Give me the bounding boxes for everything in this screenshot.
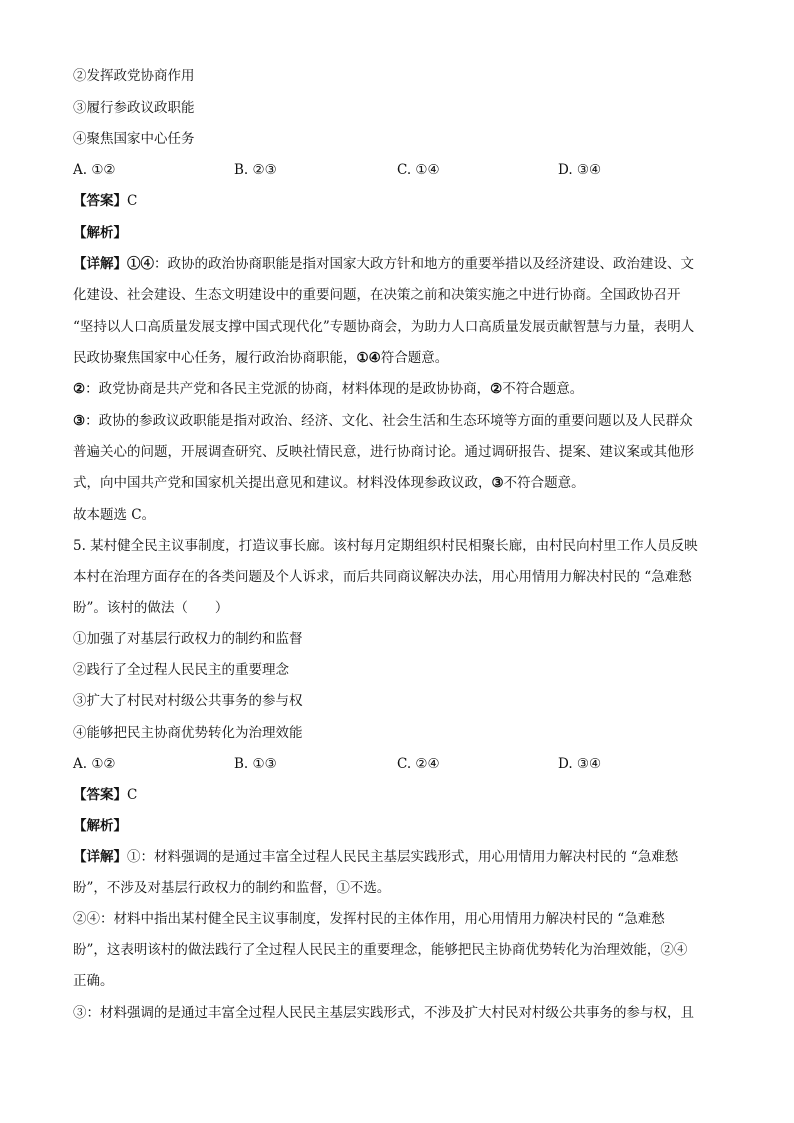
q4-answer <box>73 192 723 210</box>
q5-stem-line-1: 5. 某村健全民主议事制度，打造议事长廊。该村每月定期组织村民相聚长廊，由村民向村里工作人员反映 <box>73 538 698 554</box>
q4-detail-line-4 <box>73 349 723 367</box>
q5-detail-line-4: 盼”，这表明该村的做法践行了全过程人民民主的重要理念，能够把民主协商优势转化为治理效能，②④ <box>73 942 688 958</box>
q5-stem-line-3: 盼”。该村的做法（ ） <box>73 600 229 616</box>
point-mark: ③ <box>491 475 504 491</box>
q5-option-4: ④能够把民主协商优势转化为治理效能 <box>73 725 303 741</box>
answer-label: 【答案】 <box>73 193 127 209</box>
detail-label: 【详解】 <box>73 849 127 865</box>
point-text: ：政党协商是共产党和各民主党派的协商，材料体现的是政协协商， <box>85 381 491 397</box>
answer-value: C <box>127 787 138 803</box>
q4-detail-line-3: “坚持以人口高质量发展支撑中国式现代化”专题协商会，为助力人口高质量发展贡献智慧与力量，表明人 <box>73 319 695 335</box>
detail-mark: ①④ <box>127 256 154 272</box>
q4-point-2 <box>73 380 723 398</box>
point-text: 式，向中国共产党和国家机关提出意见和建议。材料没体现参政议政， <box>73 475 492 491</box>
point-mark: ② <box>73 381 86 397</box>
q5-choice-a: A. ①② <box>73 756 116 772</box>
q4-point-3-line-2: 普遍关心的问题，开展调查研究、反映社情民意，进行协商讨论。通过调研报告、提案、建议案或其他形 <box>73 444 694 460</box>
q4-option-4: ④聚焦国家中心任务 <box>73 131 195 147</box>
q5-analysis-label: 【解析】 <box>73 818 127 834</box>
answer-value: C <box>127 193 138 209</box>
q4-option-2: ②发挥政党协商作用 <box>73 68 195 84</box>
point-mark: ② <box>490 381 503 397</box>
detail-mark: ①④ <box>356 350 381 366</box>
q5-detail-line-1 <box>73 848 723 866</box>
q4-choice-c: C. ①④ <box>397 162 440 178</box>
q4-choice-b: B. ②③ <box>234 162 277 178</box>
q4-analysis-label: 【解析】 <box>73 225 127 241</box>
q4-option-3: ③履行参政议政职能 <box>73 100 195 116</box>
q5-detail-line-6: ③：材料强调的是通过丰富全过程人民民主基层实践形式，不涉及扩大村民对村级公共事务的参与权，且 <box>73 1005 694 1021</box>
q4-choice-a: A. ①② <box>73 162 116 178</box>
detail-label: 【详解】 <box>73 256 127 272</box>
q4-choice-d: D. ③④ <box>558 162 602 178</box>
q5-choice-b: B. ①③ <box>234 756 277 772</box>
q4-point-3-line-3 <box>73 474 723 492</box>
q5-detail-line-3: ②④：材料中指出某村健全民主议事制度，发挥村民的主体作用，用心用情用力解决村民的 “急难愁 <box>73 911 665 927</box>
point-text: ：政协的参政议政职能是指对政治、经济、文化、社会生活和生态环境等方面的重要问题以及人民群众 <box>85 413 693 429</box>
detail-text: 民政协聚焦国家中心任务，履行政治协商职能， <box>73 350 357 366</box>
q5-option-2: ②践行了全过程人民民主的重要理念 <box>73 662 289 678</box>
q5-option-3: ③扩大了村民对村级公共事务的参与权 <box>73 693 303 709</box>
q4-detail-line-1 <box>73 255 723 273</box>
q5-choice-d: D. ③④ <box>558 756 602 772</box>
q5-detail-line-2: 盼”，不涉及对基层行政权力的制约和监督，①不选。 <box>73 880 391 896</box>
q5-choices <box>73 755 723 773</box>
q4-conclusion: 故本题选 C。 <box>73 507 156 523</box>
point-mark: ③ <box>73 413 86 429</box>
q4-point-3-line-1 <box>73 412 723 430</box>
q5-stem-line-2: 本村在治理方面存在的各类问题及个人诉求，而后共同商议解决办法，用心用情用力解决村民的 “急难愁 <box>73 569 692 585</box>
detail-text: ：政协的政治协商职能是指对国家大政方针和地方的重要举措以及经济建设、政治建设、文 <box>154 256 694 272</box>
point-text: 不符合题意。 <box>502 381 584 397</box>
detail-text: ①：材料强调的是通过丰富全过程人民民主基层实践形式，用心用情用力解决村民的 “急难愁 <box>127 849 679 865</box>
q5-option-1: ①加强了对基层行政权力的制约和监督 <box>73 631 303 647</box>
q4-detail-line-2: 化建设、社会建设、生态文明建设中的重要问题，在决策之前和决策实施之中进行协商。全国政协召开 <box>73 287 681 303</box>
q5-answer <box>73 786 723 804</box>
point-text: 不符合题意。 <box>503 475 585 491</box>
q5-choice-c: C. ②④ <box>397 756 440 772</box>
detail-text: 符合题意。 <box>380 350 449 366</box>
q5-detail-line-5: 正确。 <box>73 973 114 989</box>
q4-choices <box>73 161 723 179</box>
answer-label: 【答案】 <box>73 787 127 803</box>
